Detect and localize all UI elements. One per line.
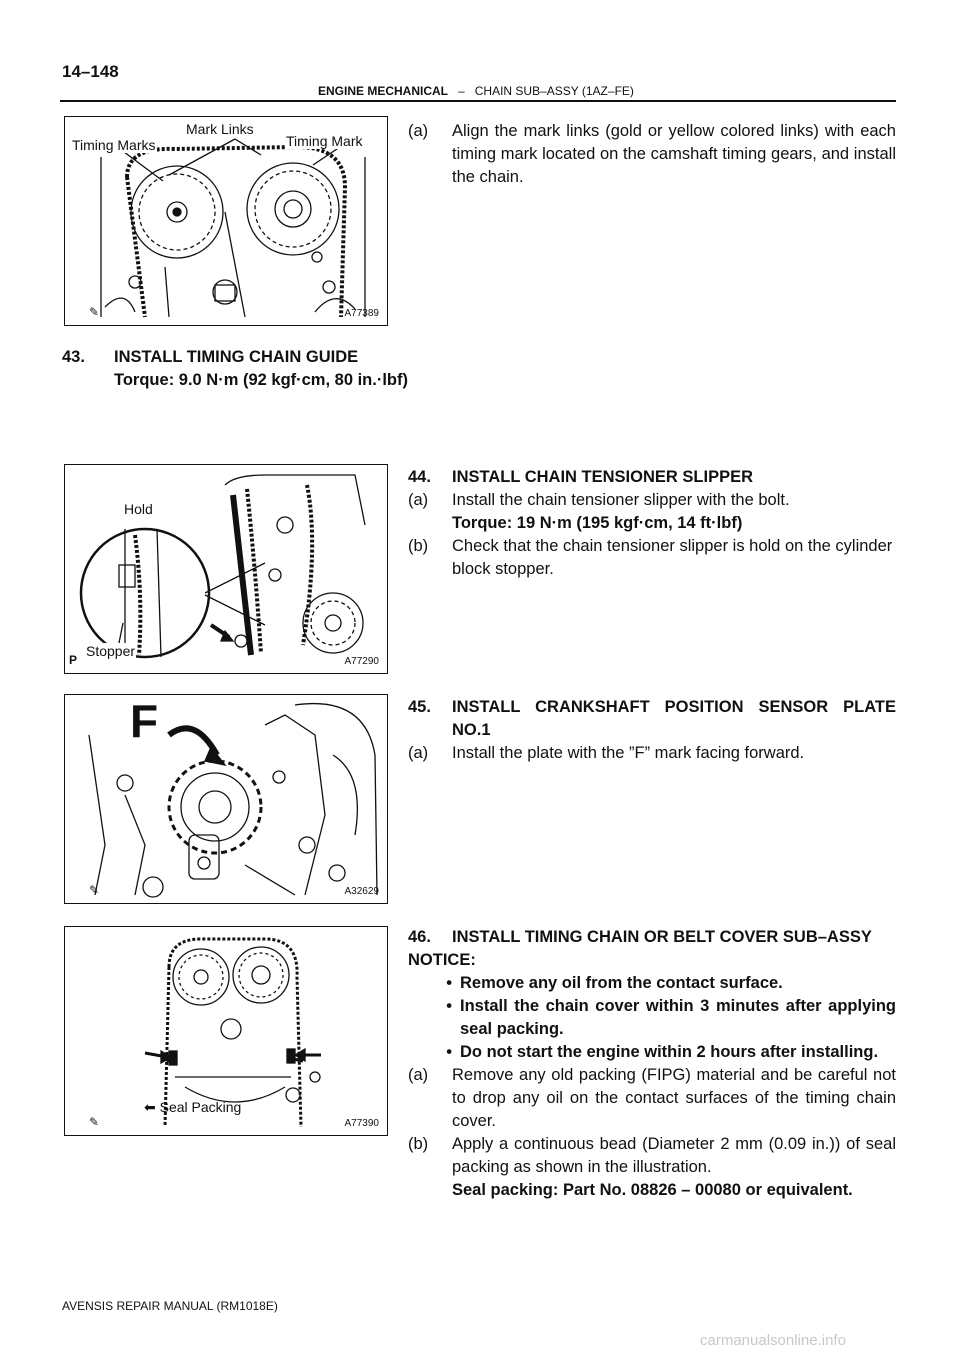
step-key: (a) bbox=[408, 122, 429, 140]
figure-mark-icon: ✎ bbox=[89, 1115, 100, 1129]
step-title: INSTALL TIMING CHAIN GUIDE bbox=[114, 348, 359, 366]
bullet-icon: • bbox=[446, 1043, 452, 1061]
bullet-icon: • bbox=[446, 974, 452, 992]
step-text: Apply a continuous bead (Diameter 2 mm (0.09 in.)) of seal packing as shown in the illustration. bbox=[452, 1135, 896, 1176]
watermark: carmanualsonline.info bbox=[700, 1332, 846, 1349]
notice-bullet bbox=[408, 1041, 896, 1064]
step45 bbox=[408, 696, 896, 765]
step-title: INSTALL TIMING CHAIN OR BELT COVER SUB–ASSY bbox=[452, 928, 872, 946]
step-number: 43. bbox=[62, 348, 85, 366]
figure-corner-mark: P bbox=[69, 653, 78, 667]
label-timing-marks: Timing Marks bbox=[72, 137, 156, 153]
header-rule bbox=[60, 100, 896, 102]
figure-camshaft-timing bbox=[64, 116, 388, 326]
step-text: Check that the chain tensioner slipper is hold on the cylinder block stopper. bbox=[452, 537, 893, 578]
bullet-icon: • bbox=[446, 997, 452, 1015]
figure-code: A77389 bbox=[344, 308, 379, 319]
notice-label: NOTICE: bbox=[408, 951, 476, 969]
step-key: (a) bbox=[408, 1066, 429, 1084]
section-title: ENGINE MECHANICAL bbox=[318, 84, 449, 98]
step-text: Install the plate with the ”F” mark facing forward. bbox=[452, 744, 805, 762]
label-stopper: Stopper bbox=[86, 643, 136, 659]
figure-tensioner-slipper bbox=[64, 464, 388, 674]
step-key: (b) bbox=[408, 537, 429, 555]
figure-code: A32629 bbox=[344, 886, 379, 897]
seal-spec: Seal packing: Part No. 08826 – 00080 or equivalent. bbox=[452, 1181, 853, 1199]
bullet-text: Do not start the engine within 2 hours after installing. bbox=[460, 1043, 879, 1061]
figure-code: A77390 bbox=[344, 1118, 379, 1129]
footer-manual: AVENSIS REPAIR MANUAL (RM1018E) bbox=[62, 1299, 278, 1313]
seal-packing-arrow-icon: ⬅ bbox=[144, 1099, 156, 1115]
step44 bbox=[408, 466, 896, 581]
label-mark-links: Mark Links bbox=[186, 121, 254, 137]
figure-mark-icon: ✎ bbox=[89, 883, 100, 897]
figure-code: A77290 bbox=[344, 656, 379, 667]
figure-mark-icon: ✎ bbox=[89, 305, 100, 319]
sensor-plate-illustration bbox=[65, 695, 387, 903]
step-number: 45. bbox=[408, 698, 431, 716]
step43 bbox=[62, 346, 482, 392]
label-f-mark: F bbox=[130, 695, 159, 747]
notice-bullet bbox=[408, 972, 896, 995]
torque-spec: Torque: 19 N·m (195 kgf·cm, 14 ft·lbf) bbox=[452, 514, 743, 532]
step-title: INSTALL CHAIN TENSIONER SLIPPER bbox=[452, 468, 753, 486]
step-number: 44. bbox=[408, 468, 431, 486]
header-separator: – bbox=[458, 84, 465, 98]
step-key: (b) bbox=[408, 1135, 429, 1153]
figure-seal-packing bbox=[64, 926, 388, 1136]
figure-sensor-plate bbox=[64, 694, 388, 904]
step46 bbox=[408, 926, 896, 1202]
header-title bbox=[318, 84, 634, 98]
bullet-text: Install the chain cover within 3 minutes after applying seal packing. bbox=[460, 997, 896, 1038]
step-key: (a) bbox=[408, 491, 429, 509]
step42-a bbox=[408, 120, 896, 189]
step-text: Align the mark links (gold or yellow colored links) with each timing mark located on the camshaft timing gears, and install the chain. bbox=[452, 122, 896, 186]
tensioner-illustration bbox=[65, 465, 387, 673]
torque-spec: Torque: 9.0 N·m (92 kgf·cm, 80 in.·lbf) bbox=[114, 371, 408, 389]
page-number: 14–148 bbox=[62, 62, 119, 81]
seal-packing-text: Seal Packing bbox=[159, 1099, 242, 1115]
label-hold: Hold bbox=[124, 501, 153, 517]
bullet-text: Remove any oil from the contact surface. bbox=[460, 974, 783, 992]
notice-bullet bbox=[408, 995, 896, 1041]
label-seal-packing bbox=[143, 1099, 242, 1116]
step-number: 46. bbox=[408, 928, 431, 946]
step-text: Install the chain tensioner slipper with the bolt. bbox=[452, 491, 790, 509]
step-title: INSTALL CRANKSHAFT POSITION SENSOR PLATE NO.1 bbox=[452, 698, 896, 739]
subsection-title: CHAIN SUB–ASSY (1AZ–FE) bbox=[474, 84, 634, 98]
label-timing-mark: Timing Mark bbox=[286, 133, 363, 149]
step-key: (a) bbox=[408, 744, 429, 762]
step-text: Remove any old packing (FIPG) material and be careful not to drop any oil on the contact surfaces of the timing chain cover. bbox=[452, 1066, 896, 1130]
